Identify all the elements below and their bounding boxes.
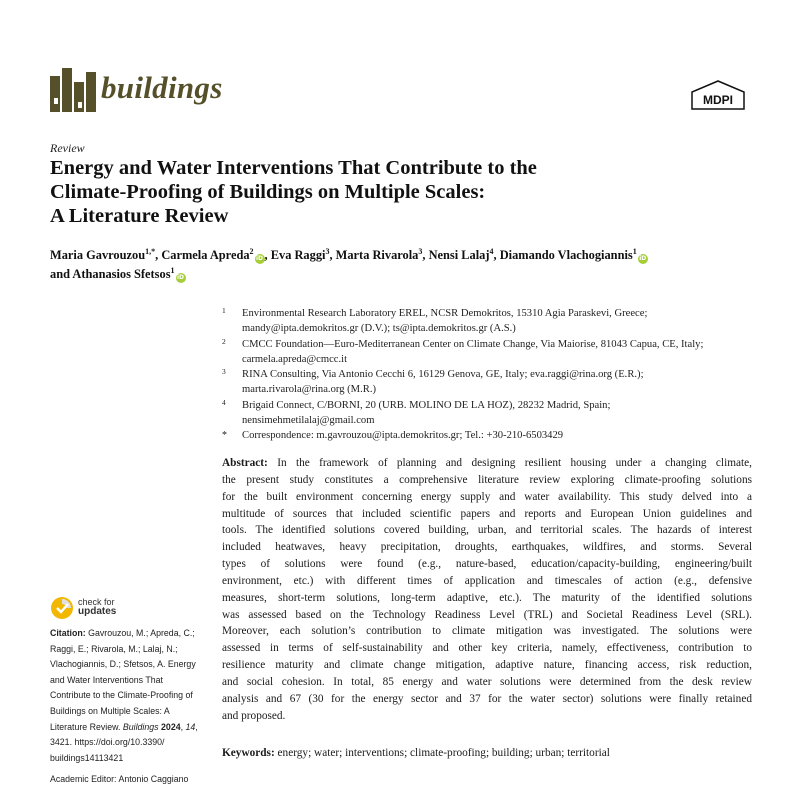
author-affiliation-mark: 1 bbox=[170, 265, 175, 275]
affiliation bbox=[222, 398, 762, 429]
keywords-text: energy; water; interventions; climate-proofing; building; urban; territorial bbox=[277, 747, 610, 759]
affiliation-line: Environmental Research Laboratory EREL, NCSR Demokritos, 15310 Agia Paraskevi, Greece; bbox=[242, 308, 648, 319]
citation-line: and Water Interventions That bbox=[50, 674, 163, 685]
affiliation bbox=[222, 306, 762, 337]
keywords bbox=[222, 747, 610, 759]
affiliation bbox=[222, 337, 762, 368]
citation-label: Citation: bbox=[50, 628, 86, 638]
abstract-line: assessed in terms of self-sustainability and other key criteria, namely, effectiveness, contribution to bbox=[222, 642, 752, 655]
abstract-line: multitude of sources that included scientific papers and reports and European Union guidelines and bbox=[222, 507, 752, 520]
abstract-label: Abstract: bbox=[222, 457, 268, 469]
citation-line: Literature Review. bbox=[50, 721, 121, 732]
citation-doi-link-cont[interactable]: buildings14113421 bbox=[50, 752, 124, 763]
journal-name: buildings bbox=[101, 70, 223, 105]
check-updates-line1: check for bbox=[78, 597, 115, 607]
affiliations bbox=[222, 306, 762, 444]
affiliation-number: 1 bbox=[222, 306, 226, 315]
academic-editor: Academic Editor: Antonio Caggiano bbox=[50, 774, 189, 784]
abstract-line: included heatwaves, heavy precipitation, droughts, earthquakes, wildfires, and storms. Several bbox=[222, 541, 752, 554]
orcid-icon[interactable]: iD bbox=[256, 255, 264, 262]
citation-pages: 3421. bbox=[50, 737, 73, 748]
abstract-first-line: In the framework of planning and designing resilient housing under a changing climate, bbox=[277, 457, 752, 469]
abstract-line: environment, etc.) with different times of application and timescales of action (e.g., defensive bbox=[222, 574, 752, 587]
title-line: Climate-Proofing of Buildings on Multiple Scales: bbox=[50, 181, 486, 203]
correspondence-mark: * bbox=[222, 430, 227, 442]
author-name[interactable]: Eva Raggi bbox=[270, 248, 326, 262]
affiliation-line: RINA Consulting, Via Antonio Cecchi 6, 16129 Genova, GE, Italy; eva.raggi@rina.org (E.R.); bbox=[242, 369, 644, 381]
title-line: Energy and Water Interventions That Contribute to the bbox=[50, 157, 537, 179]
author-name[interactable]: Athanasios Sfetsos bbox=[72, 266, 171, 281]
citation-journal: Buildings bbox=[122, 721, 159, 732]
affiliation-number: 2 bbox=[222, 336, 226, 346]
author-name[interactable]: Diamando Vlachogiannis bbox=[499, 248, 633, 262]
abstract-line: and social cohesion. In total, 85 energy and water solutions were determined from the desk review bbox=[222, 675, 752, 688]
author-affiliation-mark: 4 bbox=[489, 246, 494, 256]
check-for-updates-button[interactable] bbox=[50, 594, 160, 624]
title-line: A Literature Review bbox=[50, 205, 229, 227]
article-type: Review bbox=[50, 141, 85, 155]
keywords-label: Keywords: bbox=[222, 747, 275, 759]
abstract-line: the present study constitutes a comprehensive literature review exploring climate-proofing solutions bbox=[222, 473, 752, 486]
abstract-line: for the built environment concerning energy supply and water availability. This study delved into a bbox=[222, 490, 752, 503]
affiliation-number: 3 bbox=[222, 367, 226, 377]
affiliation bbox=[222, 367, 762, 398]
abstract-line: analysis and 67 (30 for the energy sector and 37 for the water sector) solutions were finally retained bbox=[222, 692, 752, 705]
citation-line: Buildings on Multiple Scales: A bbox=[50, 705, 170, 716]
citation-line: Vlachogiannis, D.; Sfetsos, A. Energy bbox=[50, 659, 196, 670]
affiliation-line: mandy@ipta.demokritos.gr (D.V.); ts@ipta.demokritos.gr (A.S.) bbox=[242, 323, 516, 335]
author-affiliation-mark: 1 bbox=[632, 246, 637, 256]
abstract-line: and proposed. bbox=[222, 709, 286, 722]
citation-line: Raggi, E.; Rivarola, M.; Lalaj, N.; bbox=[50, 643, 178, 654]
publisher-name: MDPI bbox=[703, 93, 733, 107]
correspondence-text: Correspondence: m.gavrouzou@ipta.demokritos.gr; Tel.: +30-210-6503429 bbox=[242, 430, 564, 442]
check-updates-line2: updates bbox=[78, 606, 117, 617]
citation-line: Gavrouzou, M.; Apreda, C.; bbox=[88, 628, 195, 638]
citation-doi-link[interactable]: https://doi.org/10.3390/ bbox=[74, 737, 165, 748]
abstract-line: types of solutions were found (e.g., nature-based, education/capacity-building, engineering/built bbox=[222, 558, 752, 571]
orcid-icon[interactable]: iD bbox=[639, 255, 647, 262]
citation: Citation: Gavrouzou, M.; Apreda, C.; Raggi, E.; Rivarola, M.; Lalaj, N.; Vlachogiannis, D.; Sfetsos, A. Energy and Water Interventions That Contribute to the Climate-Proofing of Buildings on Multiple Scales: A Literature Review. Buildings 2024, 14, 3421. https://doi.org/10.3390/ buildings14113421 bbox=[50, 626, 210, 766]
author-affiliation-mark: 3 bbox=[418, 246, 423, 256]
article-title bbox=[50, 156, 750, 228]
abstract-line: measures, short-term solutions, long-term adaptive, etc.). The maturity of the identified solutions bbox=[222, 591, 752, 604]
author-name[interactable]: Nensi Lalaj bbox=[428, 248, 490, 262]
abstract-line: tools. The identified solutions covered building, urban, and territorial scales. The hazards of interest bbox=[222, 524, 752, 537]
author-affiliation-mark: 2 bbox=[249, 246, 254, 256]
affiliation-line: nensimehmetilalaj@gmail.com bbox=[242, 415, 375, 427]
correspondence bbox=[222, 428, 762, 443]
author-name[interactable]: Carmela Apreda bbox=[161, 248, 250, 262]
author-connector: and bbox=[50, 266, 70, 281]
abstract-line: was assessed based on the Technology Readiness Level (TRL) and Societal Readiness Level (SRL). bbox=[222, 608, 752, 621]
orcid-icon[interactable]: iD bbox=[176, 273, 185, 281]
check-updates-icon bbox=[50, 596, 74, 620]
mdpi-logo bbox=[690, 80, 746, 110]
abstract-line: Moreover, each solution’s contribution to climate mitigation was investigated. The solutions were bbox=[222, 625, 752, 638]
check-updates-text bbox=[78, 597, 116, 617]
citation-year: 2024 bbox=[161, 721, 181, 732]
author-list: Maria Gavrouzou$^{1,*}$, Carmela Apreda$^2$iD, Eva Raggi$^3$, Marta Rivarola$^3$, Nensi Lalaj$^4$, Diamando Vlachogiannis$^1$iD and Athanasios Sfetsos$^1$iD bbox=[50, 246, 647, 281]
author-name[interactable]: Marta Rivarola bbox=[335, 248, 419, 262]
affiliation-line: Brigaid Connect, C/BORNI, 20 (URB. MOLINO DE LA HOZ), 28232 Madrid, Spain; bbox=[242, 399, 611, 411]
affiliation-line: marta.rivarola@rina.org (M.R.) bbox=[242, 384, 376, 396]
affiliation-line: CMCC Foundation—Euro-Mediterranean Center on Climate Change, Via Maiorise, 81043 Capua, CE, Italy; bbox=[242, 338, 704, 350]
affiliation-line: carmela.apreda@cmcc.it bbox=[242, 353, 348, 365]
abstract-line bbox=[222, 455, 752, 472]
abstract-line: resilience maturity and climate change mitigation, adaptive nature, financing access, risk reduction, bbox=[222, 659, 752, 672]
citation-volume: 14 bbox=[185, 721, 196, 732]
affiliation-number: 4 bbox=[222, 397, 226, 407]
author-name[interactable]: Maria Gavrouzou bbox=[50, 248, 146, 262]
journal-logo bbox=[50, 68, 96, 112]
abstract bbox=[222, 455, 752, 725]
author-affiliation-mark: 3 bbox=[325, 246, 330, 256]
author-affiliation-mark: 1,* bbox=[145, 246, 156, 256]
citation-line: Contribute to the Climate-Proofing of bbox=[50, 690, 193, 701]
